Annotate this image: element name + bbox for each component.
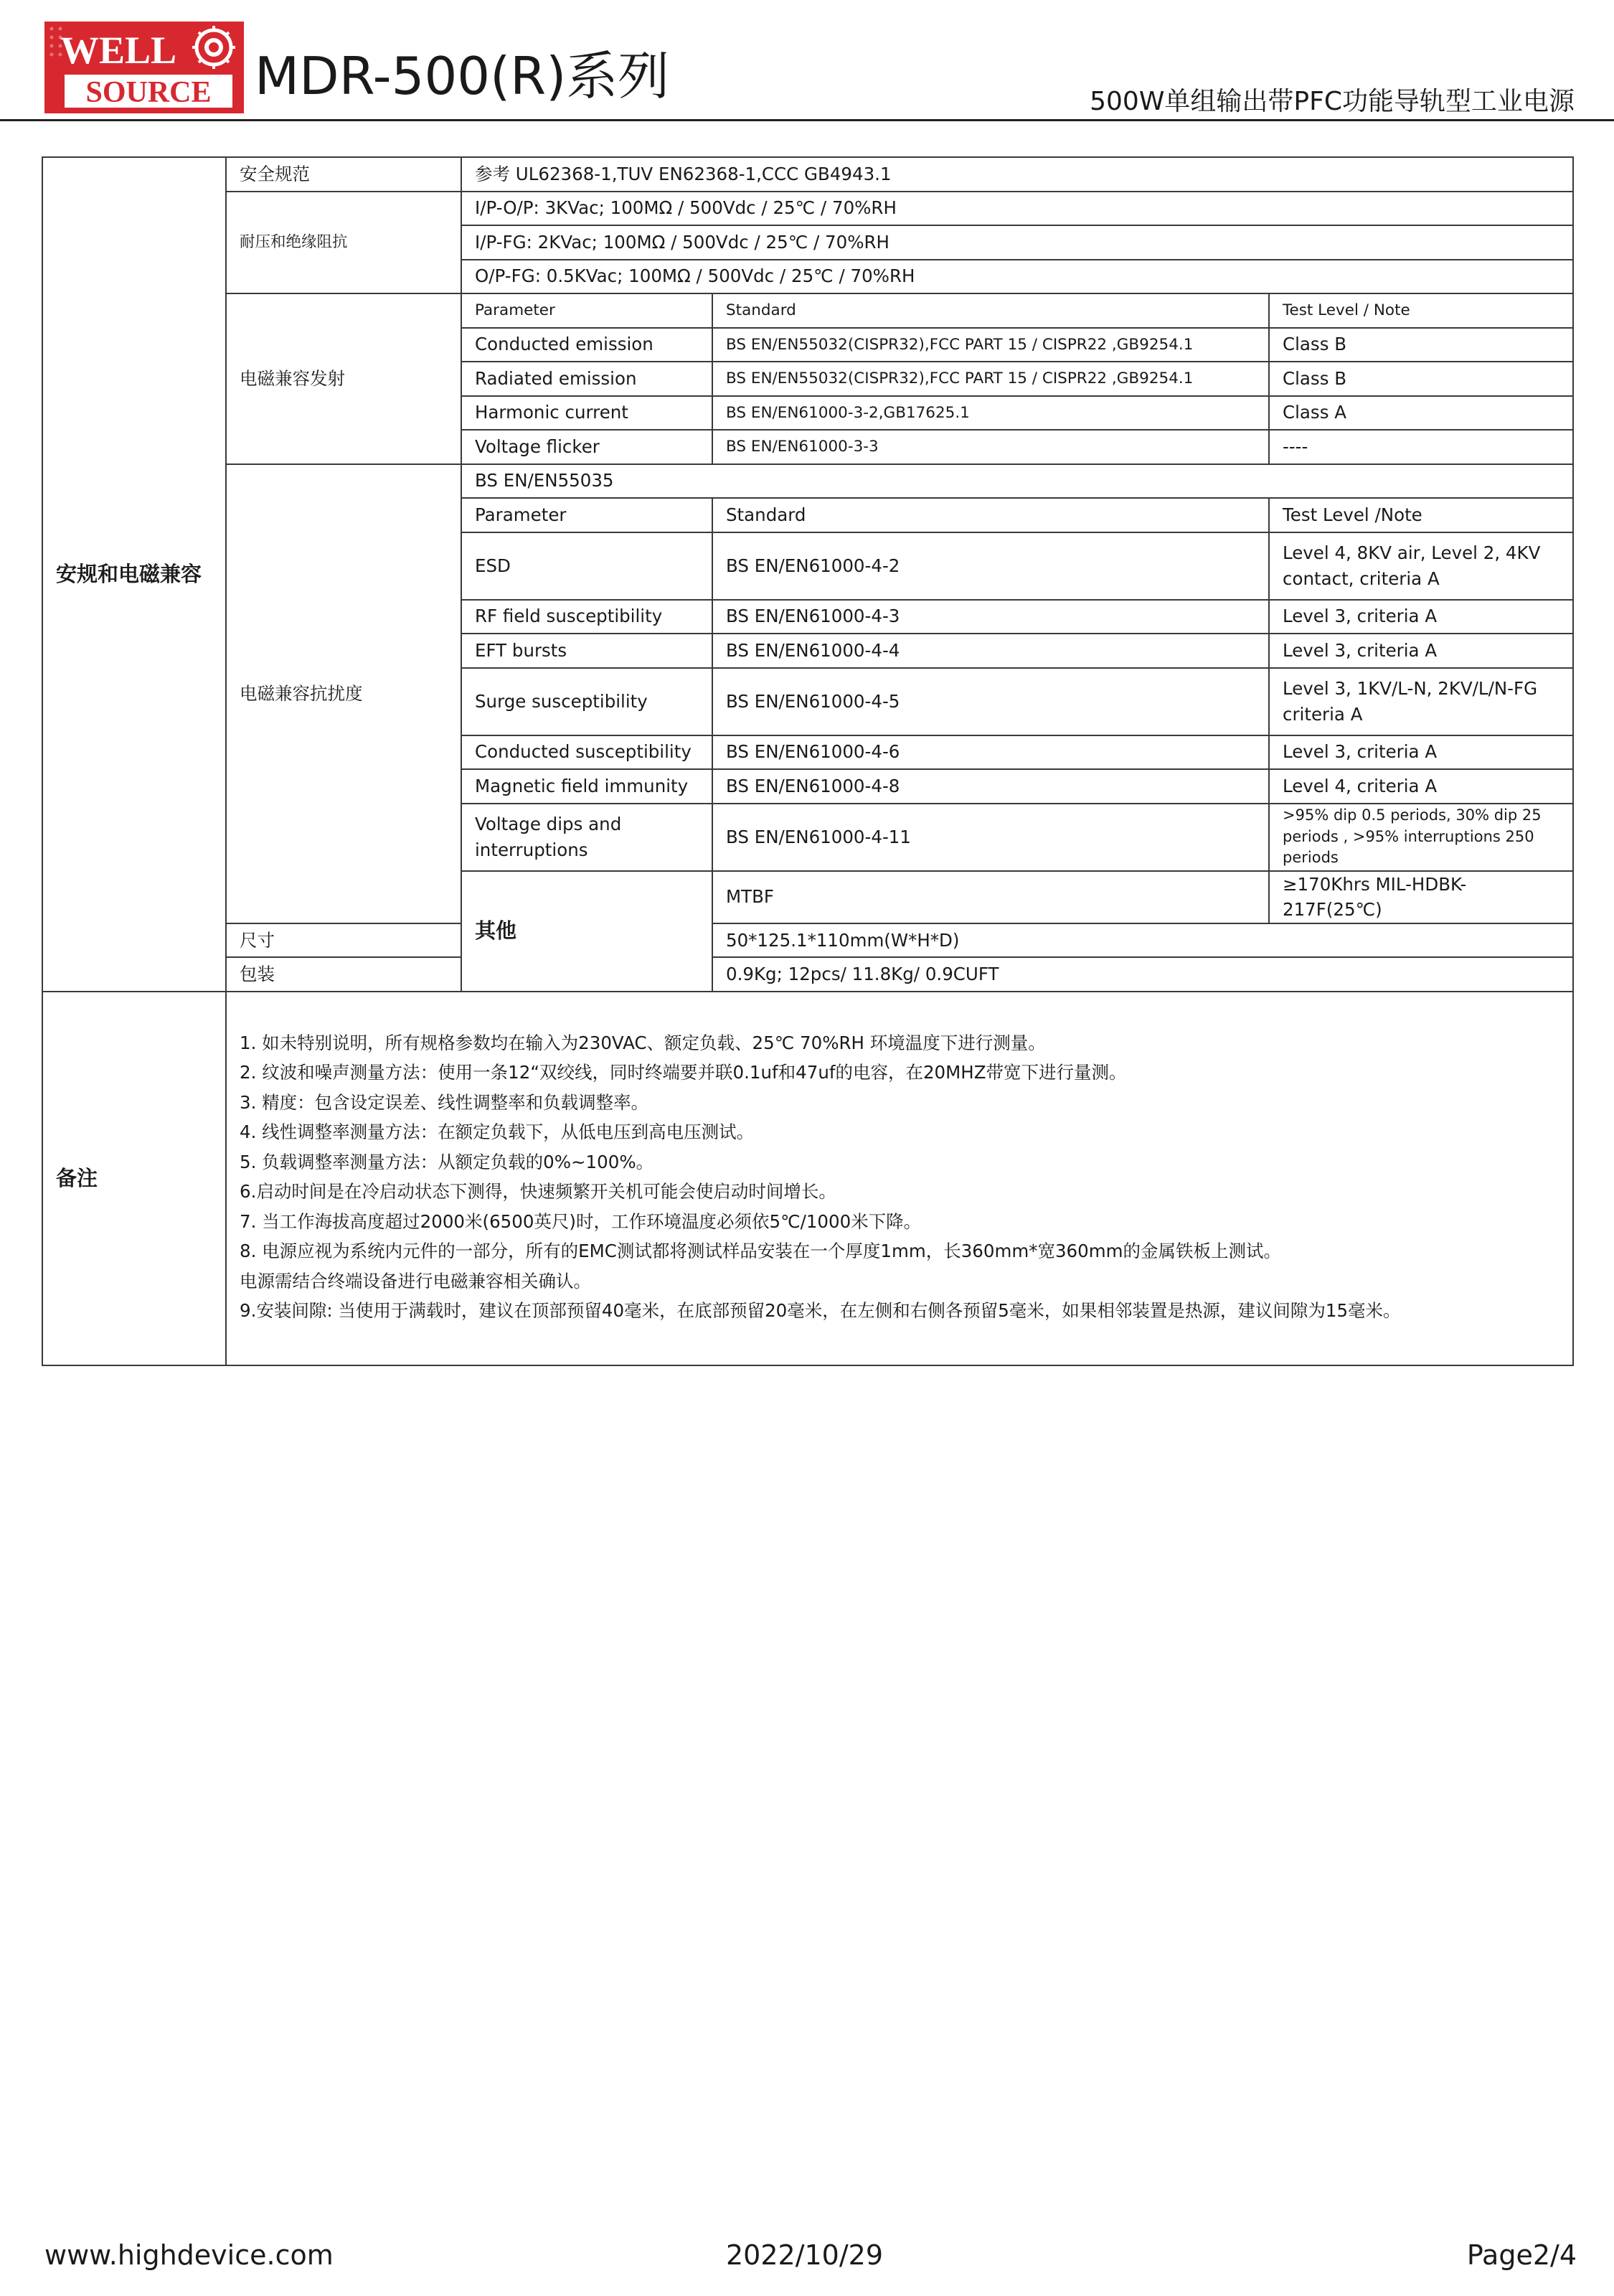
immunity-parameter: Surge susceptibility (461, 668, 712, 735)
emission-parameter: Radiated emission (461, 362, 712, 396)
emission-parameter: Harmonic current (461, 396, 712, 430)
immunity-parameter: Magnetic field immunity (461, 769, 712, 804)
immunity-header-standard: Standard (712, 498, 1269, 532)
immunity-parameter: RF field susceptibility (461, 600, 712, 634)
emission-header-parameter: Parameter (461, 293, 712, 328)
note-line: 2. 纹波和噪声测量方法：使用一条12“双绞线，同时终端要并联0.1uf和47uf的电容，在20MHZ带宽下进行量测。 (240, 1062, 1127, 1083)
note-line: 5. 负载调整率测量方法：从额定负载的0%~100%。 (240, 1151, 654, 1172)
row-label-immunity: 电磁兼容抗扰度 (226, 464, 461, 923)
emission-standard: BS EN/EN55032(CISPR32),FCC PART 15 / CISPR22 ,GB9254.1 (712, 362, 1269, 396)
notes-block (226, 992, 1573, 1365)
page-subtitle: 500W单组输出带PFC功能导轨型工业电源 (1090, 87, 1575, 116)
emission-standard: BS EN/EN55032(CISPR32),FCC PART 15 / CISPR22 ,GB9254.1 (712, 328, 1269, 362)
mtbf-value: ≥170Khrs MIL-HDBK-217F(25℃) (1269, 871, 1573, 923)
emission-header-standard: Standard (712, 293, 1269, 328)
immunity-level: Level 3, 1KV/L-N, 2KV/L/N-FG criteria A (1269, 668, 1573, 735)
svg-text:WELL: WELL (60, 29, 177, 72)
note-line: 3. 精度：包含设定误差、线性调整率和负载调整率。 (240, 1091, 649, 1113)
table-row (42, 923, 1573, 958)
emission-standard: BS EN/EN61000-3-3 (712, 430, 1269, 464)
immunity-level: >95% dip 0.5 periods, 30% dip 25 periods , >95% interruptions 250 periods (1269, 804, 1573, 871)
row-label-dimension: 尺寸 (226, 923, 461, 958)
footer-date: 2022/10/29 (726, 2239, 884, 2271)
withstand-value: I/P-FG: 2KVac; 100MΩ / 500Vdc / 25℃ / 70%RH (461, 225, 1573, 260)
immunity-level: Level 4, 8KV air, Level 2, 4KV contact, criteria A (1269, 532, 1573, 600)
spec-table (42, 156, 1574, 1366)
dimension-value: 50*125.1*110mm(W*H*D) (712, 923, 1573, 958)
note-line: 4. 线性调整率测量方法：在额定负载下，从低电压到高电压测试。 (240, 1121, 755, 1143)
withstand-value: I/P-O/P: 3KVac; 100MΩ / 500Vdc / 25℃ / 70%RH (461, 192, 1573, 226)
note-line: 6.启动时间是在冷启动状态下测得，快速频繁开关机可能会使启动时间增长。 (240, 1181, 836, 1203)
immunity-header-parameter: Parameter (461, 498, 712, 532)
note-line: 1. 如未特别说明，所有规格参数均在输入为230VAC、额定负载、25℃ 70%RH 环境温度下进行测量。 (240, 1032, 1046, 1053)
emission-header-level: Test Level / Note (1269, 293, 1573, 328)
group-label-notes: 备注 (42, 992, 226, 1365)
emission-level: Class A (1269, 396, 1573, 430)
withstand-value: O/P-FG: 0.5KVac; 100MΩ / 500Vdc / 25℃ / 70%RH (461, 260, 1573, 294)
footer-page-number: Page2/4 (1466, 2239, 1577, 2271)
footer-website: www.highdevice.com (44, 2239, 334, 2271)
immunity-standard: BS EN/EN55035 (461, 464, 1573, 499)
group-label-other: 其他 (461, 871, 712, 992)
emission-level: Class B (1269, 328, 1573, 362)
note-line: 7. 当工作海拔高度超过2000米(6500英尺)时，工作环境温度必须依5℃/1000米下降。 (240, 1210, 922, 1232)
immunity-standard-ref: BS EN/EN61000-4-5 (712, 668, 1269, 735)
packing-value: 0.9Kg; 12pcs/ 11.8Kg/ 0.9CUFT (712, 957, 1573, 992)
immunity-parameter: EFT bursts (461, 634, 712, 668)
svg-text:SOURCE: SOURCE (85, 76, 212, 109)
emission-level: Class B (1269, 362, 1573, 396)
note-line: 9.安装间隙: 当使用于满载时，建议在顶部预留40毫米，在底部预留20毫米，在左侧和右侧各预留5毫米，如果相邻装置是热源，建议间隙为15毫米。 (240, 1300, 1401, 1322)
immunity-level: Level 3, criteria A (1269, 634, 1573, 668)
immunity-level: Level 3, criteria A (1269, 735, 1573, 770)
safety-value: 参考 UL62368-1,TUV EN62368-1,CCC GB4943.1 (461, 157, 1573, 192)
immunity-standard-ref: BS EN/EN61000-4-6 (712, 735, 1269, 770)
immunity-level: Level 4, criteria A (1269, 769, 1573, 804)
immunity-level: Level 3, criteria A (1269, 600, 1573, 634)
header-divider (0, 119, 1614, 121)
row-label-mtbf: MTBF (712, 871, 1269, 923)
emission-level: ---- (1269, 430, 1573, 464)
immunity-standard-ref: BS EN/EN61000-4-11 (712, 804, 1269, 871)
immunity-standard-ref: BS EN/EN61000-4-3 (712, 600, 1269, 634)
emission-parameter: Conducted emission (461, 328, 712, 362)
emission-parameter: Voltage flicker (461, 430, 712, 464)
row-label-withstand: 耐压和绝缘阻抗 (226, 192, 461, 294)
group-label-safety-emc: 安规和电磁兼容 (42, 157, 226, 992)
page-header (0, 0, 1614, 129)
page-title: MDR-500(R)系列 (255, 46, 670, 106)
immunity-standard-ref: BS EN/EN61000-4-2 (712, 532, 1269, 600)
note-line: 电源需结合终端设备进行电磁兼容相关确认。 (240, 1270, 591, 1292)
immunity-standard-ref: BS EN/EN61000-4-4 (712, 634, 1269, 668)
emission-standard: BS EN/EN61000-3-2,GB17625.1 (712, 396, 1269, 430)
well-source-logo (44, 22, 244, 113)
row-label-safety: 安全规范 (226, 157, 461, 192)
note-line: 8. 电源应视为系统内元件的一部分，所有的EMC测试都将测试样品安装在一个厚度1mm，长360mm*宽360mm的金属铁板上测试。 (240, 1241, 1281, 1262)
immunity-header-level: Test Level /Note (1269, 498, 1573, 532)
row-label-packing: 包装 (226, 957, 461, 992)
immunity-parameter: Conducted susceptibility (461, 735, 712, 770)
immunity-standard-ref: BS EN/EN61000-4-8 (712, 769, 1269, 804)
immunity-parameter: Voltage dips and interruptions (461, 804, 712, 871)
table-row (42, 957, 1573, 992)
row-label-emission: 电磁兼容发射 (226, 293, 461, 464)
immunity-parameter: ESD (461, 532, 712, 600)
